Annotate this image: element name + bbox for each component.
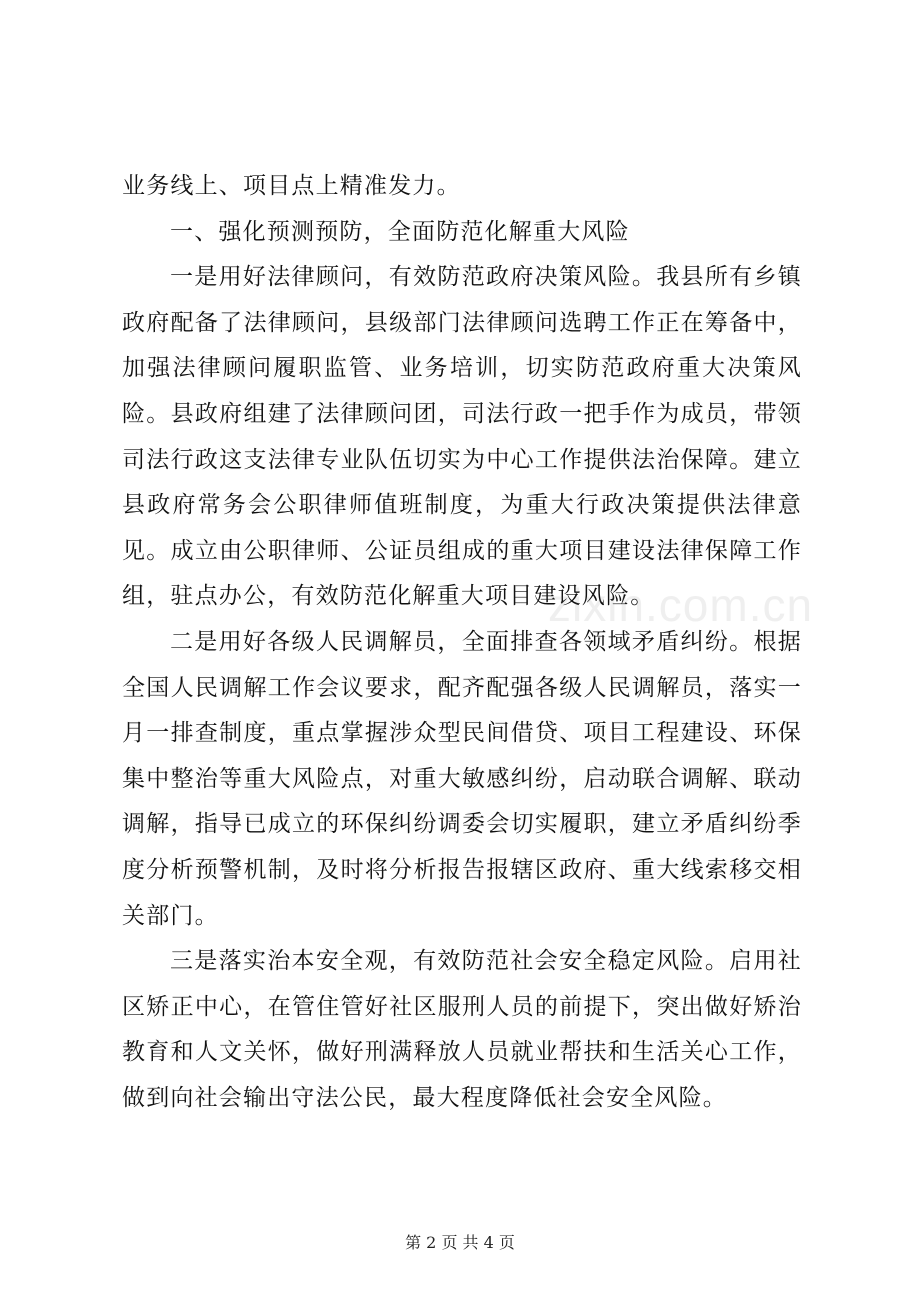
section-heading: 一、强化预测预防，全面防范化解重大风险 [170, 218, 630, 245]
watermark: zixin.com.cn [548, 579, 814, 631]
paragraph-mediators: 二是用好各级人民调解员，全面排查各领域矛盾纠纷。根据全国人民调解工作会议要求，配齐配强各级人民调解员，落实一月一排查制度，重点掌握涉众型民间借贷、项目工程建设、环保集中整治等重大风险点，对重大敏感纠纷，启动联合调解、联动调解，指导已成立的环保纠纷调委会切实履职，建立矛盾纠纷季度分析预警机制，及时将分析报告报辖区政府、重大线索移交相关部门。 [122, 628, 802, 929]
paragraph-legal-advisors: 一是用好法律顾问，有效防范政府决策风险。我县所有乡镇政府配备了法律顾问，县级部门法律顾问选聘工作正在筹备中，加强法律顾问履职监管、业务培训，切实防范政府重大决策风险。县政府组建了法律顾问团，司法行政一把手作为成员，带领司法行政这支法律专业队伍切实为中心工作提供法治保障。建立县政府常务会公职律师值班制度，为重大行政决策提供法律意见。成立由公职律师、公证员组成的重大项目建设法律保障工作组，驻点办公，有效防范化解重大项目建设风险。 [122, 264, 802, 610]
page-footer: 第 2 页 共 4 页 [405, 1233, 515, 1252]
document-body [122, 164, 802, 1121]
paragraph-continuation: 业务线上、项目点上精准发力。 [122, 173, 461, 199]
paragraph-security: 三是落实治本安全观，有效防范社会安全稳定风险。启用社区矫正中心，在管住管好社区服刑人员的前提下，突出做好矫治教育和人文关怀，做好刑满释放人员就业帮扶和生活关心工作，做到向社会输出守法公民，最大程度降低社会安全风险。 [122, 948, 802, 1111]
